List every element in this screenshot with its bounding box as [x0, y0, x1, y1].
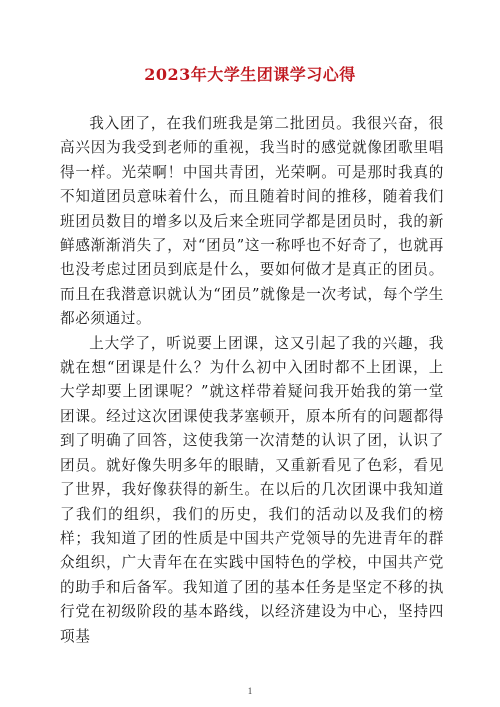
paragraph-1: 我入团了，在我们班我是第二批团员。我很兴奋，很高兴因为我受到老师的重视，我当时的感觉就像团歌里唱得一样。光荣啊！中国共青团，光荣啊。可是那时我真的不知道团员意味着什么，而且随着时间的推移，随着我们班团员数目的增多以及后来全班同学都是团员时，我的新鲜感渐渐消失了，对“团员”这一称呼也不好奇了，也就再也没考虑过团员到底是什么，要如何做才是真正的团员。而且在我潜意识就认为“团员”就像是一次考试，每个学生都必须通过。: [60, 115, 444, 328]
document-body: [60, 112, 444, 649]
document-title: 2023年大学生团课学习心得: [144, 65, 356, 84]
paragraph-2: 上大学了，听说要上团课，这又引起了我的兴趣，我就在想“团课是什么？为什么初中入团时都不上团课，上大学却要上团课呢？”就这样带着疑问我开始我的第一堂团课。经过这次团课使我茅塞顿开，原本所有的问题都得到了明确了回答，这使我第一次清楚的认识了团，认识了团员。就好像失明多年的眼睛，又重新看见了色彩，看见了世界，我好像获得的新生。在以后的几次团课中我知道了我们的组织，我们的历史，我们的活动以及我们的榜样；我知道了团的性质是中国共产党领导的先进青年的群众组织，广大青年在在实践中国特色的学校，中国共产党的助手和后备军。我知道了团的基本任务是坚定不移的执行党在初级阶段的基本路线，以经济建设为中心，坚持四项基: [60, 334, 444, 645]
page-number: 1: [247, 686, 253, 696]
